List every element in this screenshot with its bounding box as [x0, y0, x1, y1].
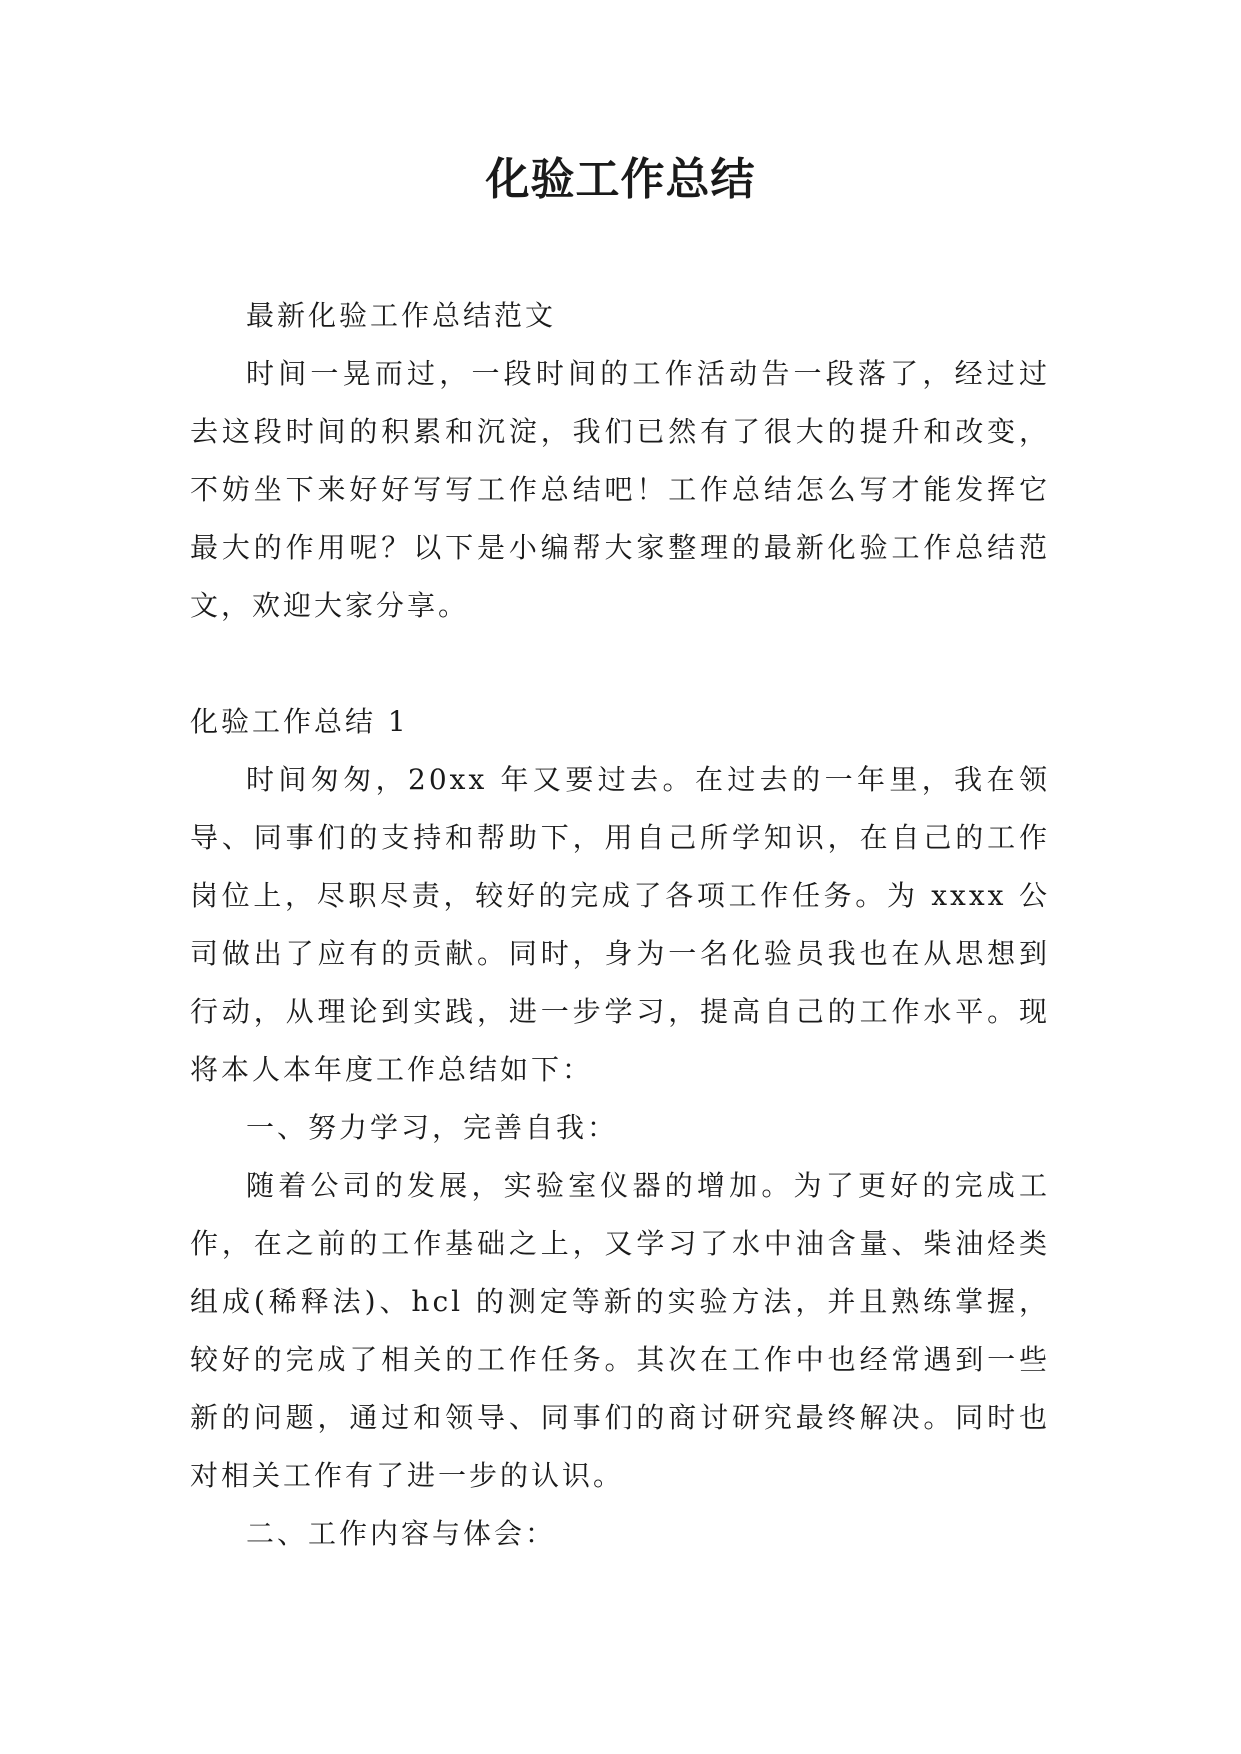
- intro-heading: 最新化验工作总结范文: [246, 299, 557, 332]
- section-gap: [190, 635, 1050, 693]
- section-heading: 化验工作总结 1: [190, 705, 409, 738]
- subsection-heading-1: 一、努力学习，完善自我：: [246, 1111, 619, 1144]
- intro-paragraph: 时间一晃而过，一段时间的工作活动告一段落了，经过过去这段时间的积累和沉淀，我们已然有了很大的提升和改变，不妨坐下来好好写写工作总结吧！工作总结怎么写才能发挥它最大的作用呢？以下是小编帮大家整理的最新化验工作总结范文，欢迎大家分享。: [190, 357, 1050, 622]
- document-body: [190, 287, 1050, 1563]
- document-title: 化验工作总结: [485, 154, 756, 205]
- subsection-heading-2: 二、工作内容与体会：: [246, 1517, 557, 1550]
- section-paragraph: 时间匆匆，20xx 年又要过去。在过去的一年里，我在领导、同事们的支持和帮助下，用自己所学知识，在自己的工作岗位上，尽职尽责，较好的完成了各项工作任务。为 xxxx 公司做出了应有的贡献。同时，身为一名化验员我也在从思想到行动，从理论到实践，进一步学习，提高自己的工作水平。现将本人本年度工作总结如下：: [190, 763, 1050, 1086]
- subsection-paragraph-1: 随着公司的发展，实验室仪器的增加。为了更好的完成工作，在之前的工作基础之上，又学习了水中油含量、柴油烃类组成(稀释法)、hcl 的测定等新的实验方法，并且熟练掌握，较好的完成了相关的工作任务。其次在工作中也经常遇到一些新的问题，通过和领导、同事们的商讨研究最终解决。同时也对相关工作有了进一步的认识。: [190, 1169, 1050, 1492]
